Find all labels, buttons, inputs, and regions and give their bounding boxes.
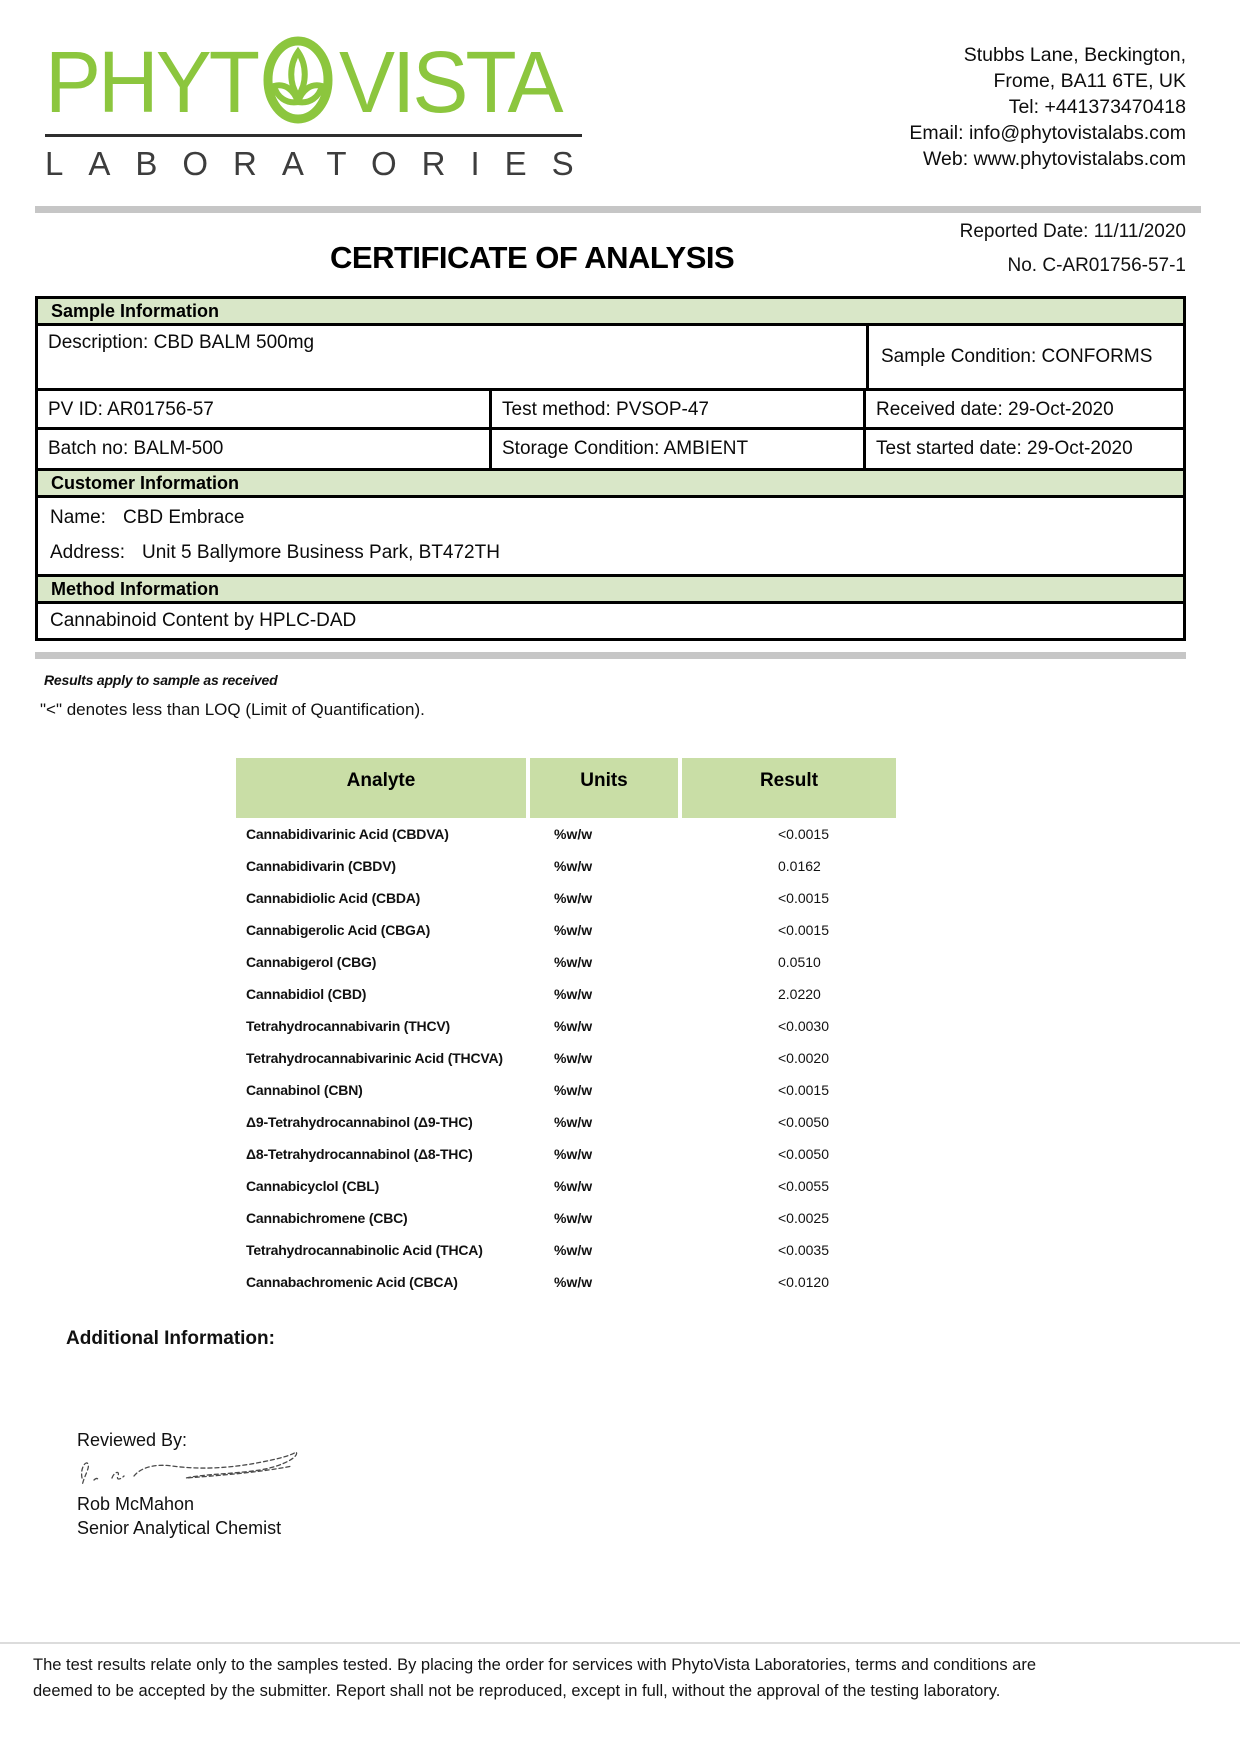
logo-divider — [45, 134, 582, 137]
results-table — [236, 758, 896, 1298]
page-title: CERTIFICATE OF ANALYSIS — [330, 240, 735, 275]
analyte-units: %w/w — [554, 986, 593, 1002]
analyte-name: Cannabicyclol (CBL) — [246, 1178, 380, 1194]
analyte-result: <0.0120 — [778, 1274, 829, 1290]
analyte-name: Cannabidiolic Acid (CBDA) — [246, 890, 421, 906]
analyte-units: %w/w — [554, 1082, 593, 1098]
analyte-result: <0.0055 — [778, 1178, 829, 1194]
method-information-section — [35, 574, 1186, 641]
analyte-units: %w/w — [554, 1050, 593, 1066]
reviewer-title: Senior Analytical Chemist — [77, 1518, 282, 1538]
column-header-units: Units — [530, 758, 678, 818]
method-name: Cannabinoid Content by HPLC-DAD — [50, 610, 357, 631]
address-line-web: Web: www.phytovistalabs.com — [923, 148, 1186, 170]
footer-line-1: The test results relate only to the samples tested. By placing the order for services with PhytoVista Laboratories, terms and conditions are — [33, 1656, 1037, 1674]
analyte-units: %w/w — [554, 858, 593, 874]
logo-text-vista: VISTA — [339, 33, 561, 131]
table-row — [236, 1234, 896, 1266]
analyte-name: Tetrahydrocannabivarinic Acid (THCVA) — [246, 1050, 503, 1066]
table-row — [236, 978, 896, 1010]
analyte-result: <0.0030 — [778, 1018, 829, 1034]
customer-address-line — [50, 542, 1171, 564]
analyte-result: 0.0162 — [778, 858, 821, 874]
analyte-result: <0.0015 — [778, 1082, 829, 1098]
table-row — [236, 1202, 896, 1234]
table-row — [236, 1010, 896, 1042]
analyte-result: <0.0015 — [778, 890, 829, 906]
additional-information-label: Additional Information: — [66, 1328, 275, 1349]
analyte-units: %w/w — [554, 1210, 593, 1226]
logo-text-phyt: PHYT — [45, 33, 258, 131]
address-line: Stubbs Lane, Beckington, — [963, 44, 1186, 66]
table-row — [236, 850, 896, 882]
analyte-name: Tetrahydrocannabinolic Acid (THCA) — [246, 1242, 483, 1258]
reviewed-by-label: Reviewed By: — [77, 1430, 188, 1450]
analyte-units: %w/w — [554, 954, 593, 970]
analyte-units: %w/w — [554, 922, 593, 938]
analyte-result: 0.0510 — [778, 954, 821, 970]
leaf-logo-icon — [259, 32, 337, 133]
table-row — [236, 1042, 896, 1074]
table-row — [236, 914, 896, 946]
address-line-email: Email: info@phytovistalabs.com — [909, 122, 1186, 144]
customer-information-header: Customer Information — [38, 471, 1183, 498]
results-table-header — [236, 758, 896, 818]
loq-note: "<" denotes less than LOQ (Limit of Quantification). — [40, 700, 425, 719]
analyte-result: <0.0035 — [778, 1242, 829, 1258]
column-header-result: Result — [682, 758, 896, 818]
test-method: Test method: PVSOP-47 — [492, 391, 866, 429]
address-line: Tel: +441373470418 — [1008, 96, 1186, 118]
batch-no: Batch no: BALM-500 — [38, 430, 492, 468]
logo-laboratories-text: LABORATORIES — [45, 145, 599, 182]
customer-information-section — [35, 468, 1186, 577]
customer-name-value: CBD Embrace — [122, 507, 245, 528]
analyte-result: 2.0220 — [778, 986, 821, 1002]
reviewer-name: Rob McMahon — [77, 1494, 195, 1514]
analyte-result: <0.0025 — [778, 1210, 829, 1226]
table-row — [236, 1106, 896, 1138]
table-row — [236, 1074, 896, 1106]
sample-description: Description: CBD BALM 500mg — [48, 332, 315, 353]
sample-information-section — [35, 296, 1186, 471]
results-apply-note: Results apply to sample as received — [44, 672, 278, 688]
header-divider-bar — [35, 206, 1201, 213]
analyte-name: Cannabigerolic Acid (CBGA) — [246, 922, 431, 938]
analyte-name: Cannabidivarinic Acid (CBDVA) — [246, 826, 449, 842]
table-row — [236, 1170, 896, 1202]
analyte-name: Tetrahydrocannabivarin (THCV) — [246, 1018, 450, 1034]
method-information-header: Method Information — [38, 577, 1183, 604]
table-row — [236, 818, 896, 850]
analyte-result: <0.0015 — [778, 922, 829, 938]
analyte-units: %w/w — [554, 1146, 593, 1162]
received-date: Received date: 29-Oct-2020 — [876, 399, 1114, 420]
analyte-units: %w/w — [554, 1274, 593, 1290]
table-row — [236, 1266, 896, 1298]
analyte-result: <0.0020 — [778, 1050, 829, 1066]
analyte-name: Cannabigerol (CBG) — [246, 954, 377, 970]
sample-information-header: Sample Information — [38, 299, 1183, 326]
certificate-number: No. C-AR01756-57-1 — [1007, 255, 1186, 276]
analyte-result: <0.0015 — [778, 826, 829, 842]
info-sections — [35, 296, 1186, 641]
analyte-name: Cannabidiol (CBD) — [246, 986, 367, 1002]
table-row — [236, 946, 896, 978]
analyte-units: %w/w — [554, 826, 593, 842]
analyte-name: Δ9-Tetrahydrocannabinol (Δ9-THC) — [246, 1114, 473, 1130]
phytovista-logo — [45, 33, 599, 183]
test-started-date: Test started date: 29-Oct-2020 — [876, 438, 1133, 459]
signature-image — [72, 1448, 322, 1497]
lab-address-block — [909, 42, 1186, 172]
analyte-units: %w/w — [554, 1114, 593, 1130]
footer-divider — [0, 1642, 1240, 1644]
analyte-units: %w/w — [554, 1018, 593, 1034]
reported-date: Reported Date: 11/11/2020 — [959, 221, 1186, 242]
customer-address-label: Address: — [50, 542, 125, 563]
analyte-result: <0.0050 — [778, 1146, 829, 1162]
analyte-name: Cannabidivarin (CBDV) — [246, 858, 396, 874]
footer-disclaimer — [33, 1652, 1193, 1704]
section-divider-bar — [35, 652, 1186, 659]
customer-address-value: Unit 5 Ballymore Business Park, BT472TH — [141, 542, 500, 563]
pv-id: PV ID: AR01756-57 — [38, 391, 492, 429]
address-line: Frome, BA11 6TE, UK — [993, 70, 1186, 92]
customer-name-line — [50, 507, 1171, 529]
results-table-body — [236, 818, 896, 1298]
analyte-name: Cannabachromenic Acid (CBCA) — [246, 1274, 458, 1290]
column-header-analyte: Analyte — [236, 758, 526, 818]
analyte-name: Cannabichromene (CBC) — [246, 1210, 408, 1226]
analyte-name: Cannabinol (CBN) — [246, 1082, 363, 1098]
analyte-result: <0.0050 — [778, 1114, 829, 1130]
table-row — [236, 882, 896, 914]
customer-name-label: Name: — [50, 507, 106, 528]
table-row — [236, 1138, 896, 1170]
analyte-units: %w/w — [554, 890, 593, 906]
analyte-units: %w/w — [554, 1178, 593, 1194]
analyte-units: %w/w — [554, 1242, 593, 1258]
footer-line-2: deemed to be accepted by the submitter. Report shall not be reproduced, except in full, without the approval of the testing laboratory. — [33, 1682, 1001, 1700]
storage-condition: Storage Condition: AMBIENT — [492, 430, 866, 468]
sample-condition: Sample Condition: CONFORMS — [866, 326, 1183, 388]
analyte-name: Δ8-Tetrahydrocannabinol (Δ8-THC) — [246, 1146, 473, 1162]
